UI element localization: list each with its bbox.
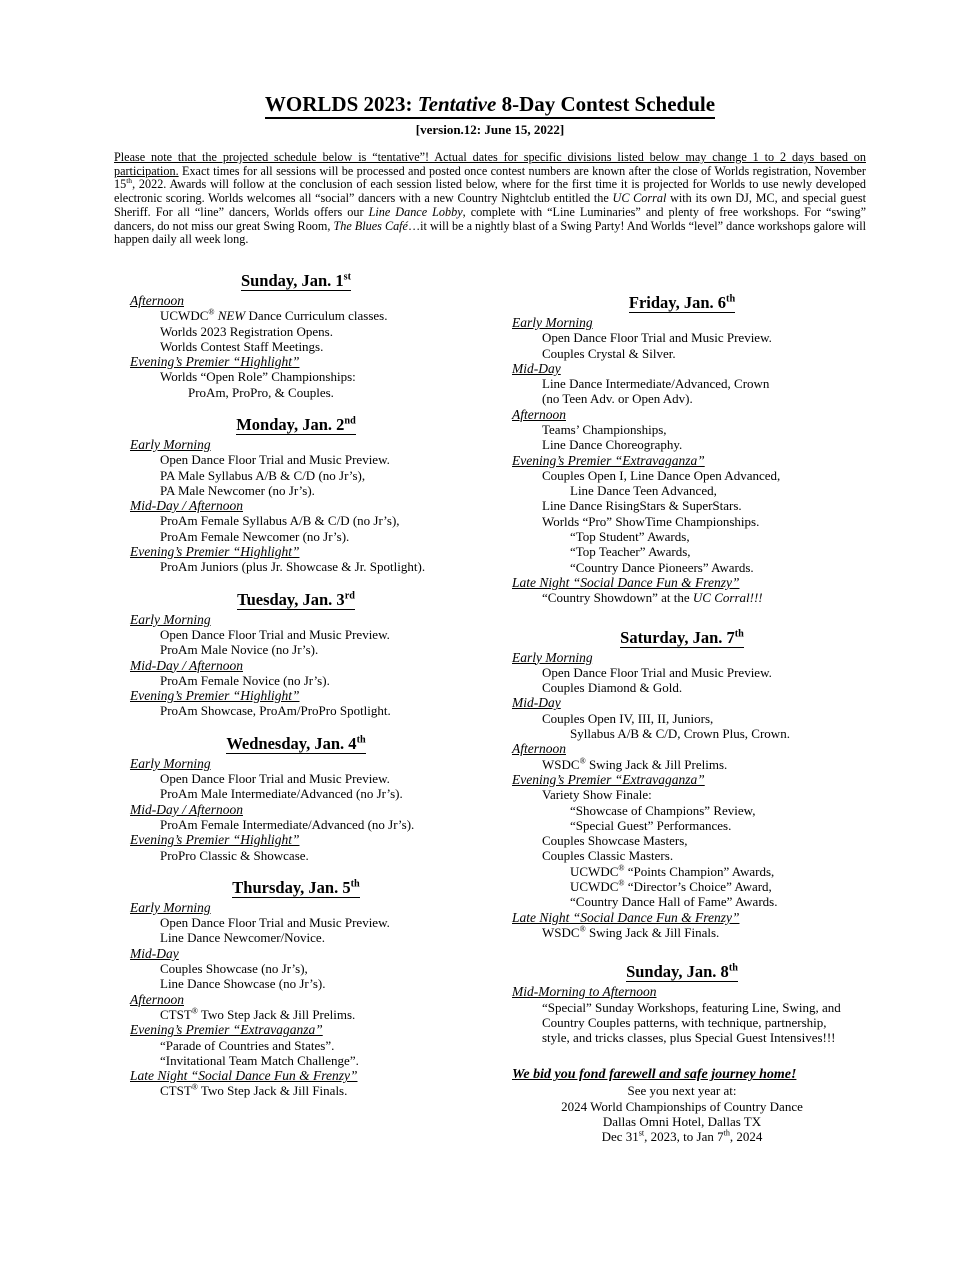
day-header [130,734,462,754]
text-run: ® [191,1083,198,1093]
text-run: ® [579,924,586,934]
text-run: NEW [217,308,246,324]
session-period-header: Mid-Morning to Afternoon [512,984,657,1000]
schedule-item: CTST® Two Step Jack & Jill Finals. [160,1083,348,1099]
day-header-text [629,293,735,313]
schedule-item: ProAm, ProPro, & Couples. [188,384,334,400]
schedule-item: Line Dance Choreography. [542,437,683,453]
day-block [512,962,852,1045]
schedule-item: Couples Showcase Masters, [542,833,688,849]
schedule-item: ProAm Male Novice (no Jr’s). [160,642,319,658]
day-name: Saturday, Jan. 7 [620,627,735,647]
day-block [130,590,462,719]
schedule-item: Couples Open I, Line Dance Open Advanced, [542,467,781,483]
schedule-item: “Parade of Countries and States”. [160,1037,335,1053]
session-period-header: Early Morning [130,611,211,627]
footer-line: Dallas Omni Hotel, Dallas TX [602,1113,762,1129]
intro-paragraph: Please note that the projected schedule below is “tentative”! Actual dates for specific divisions listed below may change 1 to 2 days based on participation. Exact times for all sessions will be processed and posted once contest numbers are known after the close of Worlds registration, November 15th, 2022. Awards will follow at the conclusion of each session listed below, where for the first time it is projected for Worlds to use newly developed electronic scoring. Worlds welcomes all “social” dancers with a new Country Nightclub entitled the UC Corral with its own DJ, MC, and special guest Sheriff. For all “line” dancers, Worlds offers our Line Dance Lobby, complete with “Line Luminaries” and plenty of free workshops. For “swing” dancers, do not miss our great Swing Room, The Blues Café…it will be a nightly blast of a Swing Party! And Worlds “level” dance workshops galore will happen daily all week long. [114,150,866,247]
schedule-columns [0,271,980,1145]
day-name: Thursday, Jan. 5 [232,877,351,897]
session-period-header: Early Morning [512,649,593,665]
session-period-header: Late Night “Social Dance Fun & Frenzy” [512,909,740,925]
text-run: st [638,1128,645,1138]
text-run: UC Corral!!! [692,590,763,606]
day-block [512,628,852,941]
schedule-item: ProAm Female Newcomer (no Jr’s). [160,528,350,544]
schedule-item: Couples Crystal & Silver. [542,345,676,361]
session-period-header: Mid-Day / Afternoon [130,498,243,514]
day-block [130,415,462,575]
schedule-item: style, and tricks classes, plus Special Guest Intensives!!! [542,1030,836,1046]
schedule-item: “Country Dance Hall of Fame” Awards. [570,894,778,910]
schedule-item: Variety Show Finale: [542,787,652,803]
day-name: Monday, Jan. 2 [236,415,345,434]
session-period-header: Afternoon [512,741,566,757]
schedule-item: Open Dance Floor Trial and Music Preview. [160,452,390,468]
schedule-item: Couples Open IV, III, II, Juniors, [542,710,714,726]
day-ordinal: st [343,271,352,283]
day-header [130,590,462,610]
session-period-header: Afternoon [130,292,184,308]
schedule-item: “Top Student” Awards, [570,529,690,545]
day-name: Wednesday, Jan. 4 [226,733,357,753]
day-header [130,878,462,898]
day-ordinal: th [356,734,366,746]
session-period-header: Late Night “Social Dance Fun & Frenzy” [130,1068,358,1084]
session-period-header: Evening’s Premier “Extravaganza” [130,1022,323,1038]
footer-line: 2024 World Championships of Country Dance [561,1098,803,1114]
text-run: Please note that the projected schedule below is “tentative”! Actual dates for specific divisions listed below may change 1 to 2 days based on participation. [114,150,866,178]
day-header-text [232,878,359,898]
schedule-item: Line Dance Teen Advanced, [570,483,717,499]
schedule-item: ProAm Male Intermediate/Advanced (no Jr’s). [160,786,403,802]
schedule-item: ProPro Classic & Showcase. [160,847,309,863]
schedule-item: Couples Diamond & Gold. [542,680,683,696]
text-run: UC Corral [612,191,667,206]
schedule-item: WSDC® Swing Jack & Jill Prelims. [542,756,728,772]
session-period-header: Late Night “Social Dance Fun & Frenzy” [512,574,740,590]
schedule-item: “Showcase of Champions” Review, [570,802,756,818]
day-name: Tuesday, Jan. 3 [237,589,345,609]
schedule-item: “Special” Sunday Workshops, featuring Line, Swing, and [542,999,841,1015]
page-title [0,92,980,119]
day-header [512,293,852,313]
session-period-header: Early Morning [512,314,593,330]
day-header-text [241,271,351,291]
session-period-header: Evening’s Premier “Highlight” [130,544,300,560]
session-period-header: Early Morning [130,437,211,452]
session-period-header: Mid-Day / Afternoon [130,657,243,673]
text-run: ® [579,756,586,766]
title-pre: WORLDS 2023: [264,92,418,116]
schedule-item: Open Dance Floor Trial and Music Preview. [160,771,390,787]
session-period-header: Evening’s Premier “Extravaganza” [512,452,705,468]
schedule-item: UCWDC® “Director’s Choice” Award, [570,878,772,895]
day-ordinal: th [728,962,738,974]
day-ordinal: nd [344,415,356,427]
day-name: Sunday, Jan. 8 [626,962,729,982]
text-run: th [126,176,133,186]
day-block [512,293,852,606]
schedule-item: Couples Showcase (no Jr’s), [160,961,308,977]
session-period-header: Evening’s Premier “Highlight” [130,688,300,704]
day-header [512,962,852,982]
title-italic-word: Tentative [417,92,497,116]
schedule-item: “Invitational Team Match Challenge”. [160,1052,359,1068]
schedule-item: ProAm Female Intermediate/Advanced (no Jr’s). [160,816,415,832]
farewell-line: We bid you fond farewell and safe journey home! [512,1067,797,1083]
schedule-item: Syllabus A/B & C/D, Crown Plus, Crown. [570,726,790,742]
schedule-item: Worlds “Pro” ShowTime Championships. [542,513,760,529]
schedule-item: Line Dance RisingStars & SuperStars. [542,498,742,514]
footer-line: See you next year at: [627,1083,737,1099]
text-run: th [723,1128,730,1138]
day-header-text [237,590,355,610]
schedule-item: WSDC® Swing Jack & Jill Finals. [542,924,720,940]
schedule-item: Worlds “Open Role” Championships: [160,369,356,385]
session-period-header: Early Morning [130,755,211,771]
schedule-item: “Special Guest” Performances. [570,817,732,833]
session-period-header: Evening’s Premier “Highlight” [130,832,300,848]
schedule-item: “Country Dance Pioneers” Awards. [570,559,754,575]
schedule-item: (no Teen Adv. or Open Adv). [542,391,693,407]
page-title-text [265,92,715,119]
day-header [512,628,852,648]
day-header [130,415,462,435]
session-period-header: Evening’s Premier “Highlight” [130,354,300,370]
text-run: Line Dance Lobby [368,204,463,219]
session-period-header: Mid-Day [130,945,179,961]
schedule-item: Open Dance Floor Trial and Music Preview. [542,664,772,680]
day-header-text [626,962,738,982]
schedule-item: Open Dance Floor Trial and Music Preview. [160,915,390,931]
text-run: ® [618,863,625,873]
session-period-header: Mid-Day [512,360,561,376]
day-header-text [620,628,744,648]
version-line: [version.12: June 15, 2022] [415,122,565,137]
day-block [130,878,462,1099]
schedule-item: UCWDC® NEW Dance Curriculum classes. [160,307,388,324]
schedule-item: Worlds 2023 Registration Opens. [160,323,333,339]
day-ordinal: th [350,878,360,890]
schedule-column-left [130,271,462,1099]
schedule-item: Teams’ Championships, [542,422,667,437]
day-block [130,271,462,400]
schedule-item: PA Male Syllabus A/B & C/D (no Jr’s), [160,467,366,483]
schedule-item: Line Dance Newcomer/Novice. [160,930,325,946]
schedule-item: Couples Classic Masters. [542,848,674,864]
schedule-item: “Country Showdown” at the UC Corral!!! [542,590,763,606]
session-period-header: Afternoon [512,406,566,422]
day-name: Friday, Jan. 6 [628,292,727,312]
title-post: 8-Day Contest Schedule [496,92,716,116]
text-run: ® [618,878,625,888]
schedule-item: ProAm Female Novice (no Jr’s). [160,672,330,688]
schedule-item: ProAm Juniors (plus Jr. Showcase & Jr. Spotlight). [160,559,426,575]
session-period-header: Mid-Day [512,695,561,711]
schedule-item: ProAm Female Syllabus A/B & C/D (no Jr’s), [160,513,400,529]
day-ordinal: th [726,293,736,305]
day-header-text [236,415,356,435]
day-header-text [226,734,365,754]
schedule-item: Line Dance Intermediate/Advanced, Crown [542,376,770,392]
text-run: ® [208,307,215,317]
schedule-item: Open Dance Floor Trial and Music Preview. [542,330,772,346]
schedule-item: UCWDC® “Points Champion” Awards, [570,863,775,879]
day-block [130,734,462,863]
day-ordinal: th [734,628,744,640]
schedule-item: Country Couples patterns, with technique, partnership, [542,1014,827,1030]
schedule-item: PA Male Newcomer (no Jr’s). [160,482,315,498]
schedule-column-right [512,271,852,1145]
session-period-header: Evening’s Premier “Extravaganza” [512,771,705,787]
schedule-item: Line Dance Showcase (no Jr’s). [160,976,326,992]
day-ordinal: rd [344,590,355,602]
footer-line: Dec 31st, 2023, to Jan 7th, 2024 [601,1128,763,1145]
session-period-header: Mid-Day / Afternoon [130,801,243,817]
schedule-item: CTST® Two Step Jack & Jill Prelims. [160,1006,356,1022]
schedule-item: Worlds Contest Staff Meetings. [160,338,324,354]
session-period-header: Afternoon [130,991,184,1007]
day-header [130,271,462,291]
session-period-header: Early Morning [130,899,211,915]
schedule-item: ProAm Showcase, ProAm/ProPro Spotlight. [160,703,391,719]
schedule-item: Open Dance Floor Trial and Music Preview. [160,626,390,642]
schedule-item: “Top Teacher” Awards, [570,544,691,560]
text-run: The Blues Café [333,218,408,233]
text-run: ® [191,1006,198,1016]
day-name: Sunday, Jan. 1 [240,270,344,290]
